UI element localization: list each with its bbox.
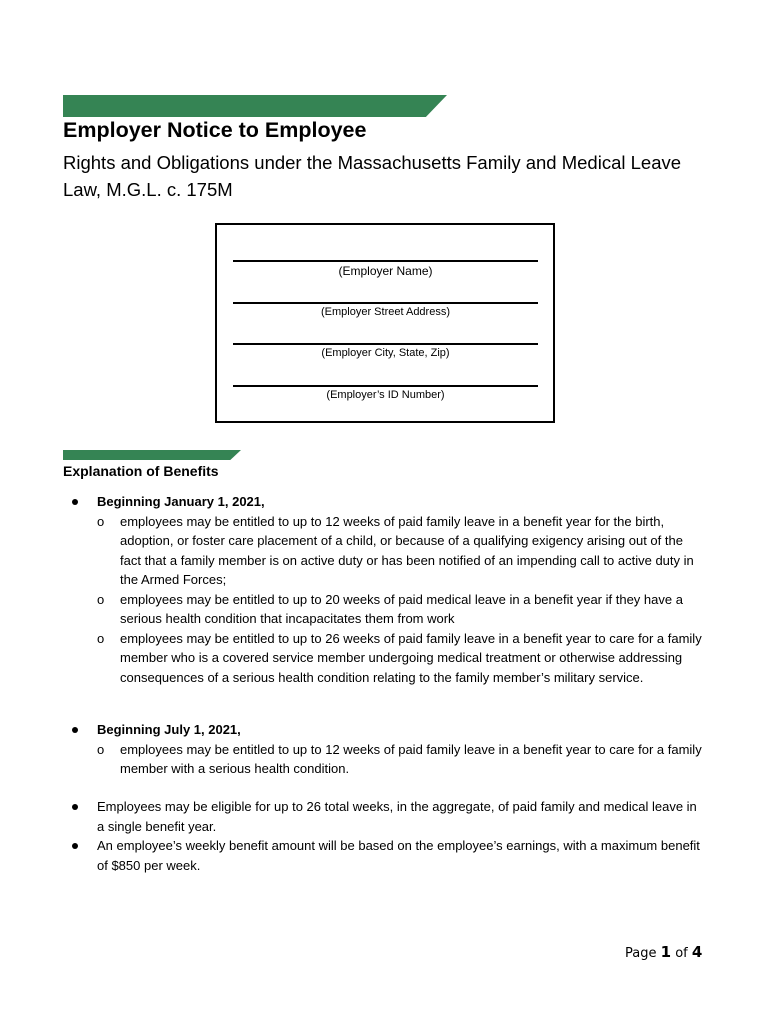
sub-bullet-text: employees may be entitled to up to 12 weeks of paid family leave in a benefit year to care for a family member with a serious health condition. xyxy=(120,741,702,776)
page-label: Page xyxy=(625,946,657,961)
header-accent-bar xyxy=(63,95,447,117)
bullet-item xyxy=(0,797,770,836)
sub-bullet-item xyxy=(0,512,770,590)
sub-bullet-item xyxy=(0,590,770,629)
general-benefits-list xyxy=(0,797,770,875)
document-subtitle: Rights and Obligations under the Massachusetts Family and Medical Leave Law, M.G.L. c. 175M xyxy=(63,152,682,200)
sub-bullet-text: employees may be entitled to up to 20 weeks of paid medical leave in a benefit year if they have a serious health condition that incapacitates them from work xyxy=(120,591,683,626)
employer-id-number-field[interactable]: (Employer’s ID Number) xyxy=(233,385,538,401)
bullet-icon xyxy=(72,499,78,505)
bullet-item xyxy=(0,720,770,740)
employer-info-box xyxy=(215,223,555,423)
employer-name-field[interactable]: (Employer Name) xyxy=(233,260,538,278)
employer-city-state-zip-field[interactable]: (Employer City, State, Zip) xyxy=(233,343,538,359)
sub-bullet-text: employees may be entitled to up to 12 weeks of paid family leave in a benefit year for the birth, adoption, or foster care placement of a child, or because of a qualifying exigency arising out of the fact that a family member is on active duty or has been notified of an impending call to active duty in the Armed Forces; xyxy=(120,513,694,587)
bullet-lead-text: Beginning July 1, 2021, xyxy=(97,722,241,737)
bullet-item xyxy=(0,836,770,875)
benefit-group-january xyxy=(0,492,770,687)
page-number xyxy=(625,943,702,961)
sub-bullet-text: employees may be entitled to up to 26 weeks of paid family leave in a benefit year to care for a family member who is a covered service member undergoing medical treatment or otherwise addressing consequences of a serious health condition relating to the family member’s military service. xyxy=(120,630,702,685)
section-accent-bar xyxy=(63,450,241,460)
employer-street-address-field[interactable]: (Employer Street Address) xyxy=(233,302,538,318)
sub-bullet-marker: o xyxy=(97,513,105,529)
sub-bullet-item xyxy=(0,629,770,688)
sub-bullet-marker: o xyxy=(97,591,105,607)
document-title: Employer Notice to Employee xyxy=(63,118,367,142)
current-page: 1 xyxy=(660,943,672,961)
of-label: of xyxy=(675,946,688,961)
bullet-text: Employees may be eligible for up to 26 total weeks, in the aggregate, of paid family and medical leave in a single benefit year. xyxy=(97,799,697,834)
total-pages: 4 xyxy=(691,943,703,961)
bullet-icon xyxy=(72,727,78,733)
bullet-icon xyxy=(72,843,78,849)
bullet-icon xyxy=(72,804,78,810)
bullet-item xyxy=(0,492,770,512)
section-heading: Explanation of Benefits xyxy=(63,463,219,479)
benefit-group-july xyxy=(0,720,770,779)
sub-bullet-marker: o xyxy=(97,630,105,646)
sub-bullet-marker: o xyxy=(97,741,105,757)
sub-bullet-item xyxy=(0,740,770,779)
bullet-text: An employee’s weekly benefit amount will be based on the employee’s earnings, with a maximum benefit of $850 per week. xyxy=(97,838,700,873)
bullet-lead-text: Beginning January 1, 2021, xyxy=(97,494,265,509)
